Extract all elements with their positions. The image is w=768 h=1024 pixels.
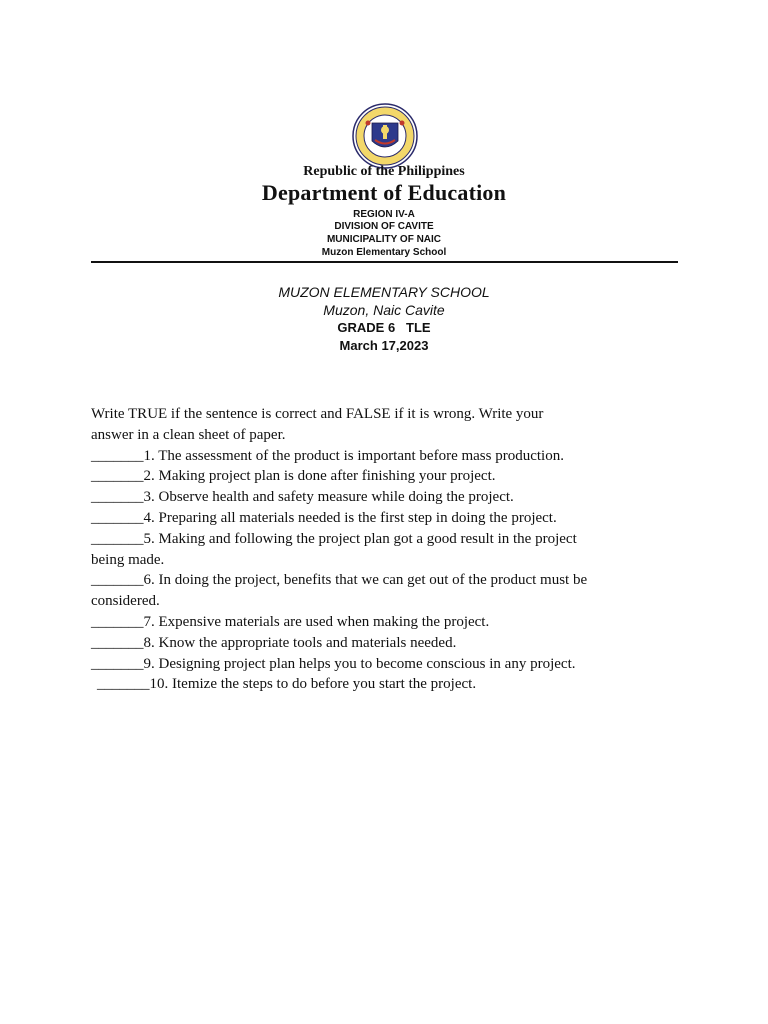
question-item: _______2. Making project plan is done after finishing your project. bbox=[91, 468, 496, 485]
header-divider bbox=[91, 261, 678, 263]
question-item: _______7. Expensive materials are used when making the project. bbox=[91, 613, 490, 630]
republic-heading: Republic of the Philippines bbox=[303, 164, 465, 179]
question-item: _______6. In doing the project, benefits that we can get out of the product must be bbox=[91, 572, 588, 589]
instruction-line: answer in a clean sheet of paper. bbox=[91, 426, 286, 443]
question-item-continuation: being made. bbox=[91, 551, 165, 568]
region-label: REGION IV-A bbox=[353, 209, 415, 220]
worksheet-body bbox=[91, 404, 691, 695]
question-item: _______3. Observe health and safety measure while doing the project. bbox=[91, 489, 514, 506]
question-item-continuation: considered. bbox=[91, 593, 160, 610]
question-item: _______1. The assessment of the product is important before mass production. bbox=[91, 447, 564, 464]
question-item: _______5. Making and following the project plan got a good result in the project bbox=[91, 530, 577, 547]
question-item: _______4. Preparing all materials needed is the first step in doing the project. bbox=[91, 509, 557, 526]
deped-seal-logo bbox=[335, 103, 435, 169]
municipality-label: MUNICIPALITY OF NAIC bbox=[326, 234, 442, 245]
question-item: _______8. Know the appropriate tools and materials needed. bbox=[91, 634, 457, 651]
department-title: Department of Education bbox=[261, 180, 507, 205]
question-item: _______9. Designing project plan helps you to become conscious in any project. bbox=[91, 655, 576, 672]
division-label: DIVISION OF CAVITE bbox=[334, 221, 434, 232]
grade-subject: GRADE 6 TLE bbox=[337, 320, 431, 335]
worksheet-date: March 17,2023 bbox=[339, 338, 429, 353]
school-label: Muzon Elementary School bbox=[321, 247, 447, 258]
school-name: MUZON ELEMENTARY SCHOOL bbox=[278, 284, 490, 300]
instruction-line: Write TRUE if the sentence is correct and FALSE if it is wrong. Write your bbox=[91, 406, 544, 422]
question-item: _______10. Itemize the steps to do before you start the project. bbox=[97, 676, 477, 693]
school-location: Muzon, Naic Cavite bbox=[323, 302, 445, 318]
